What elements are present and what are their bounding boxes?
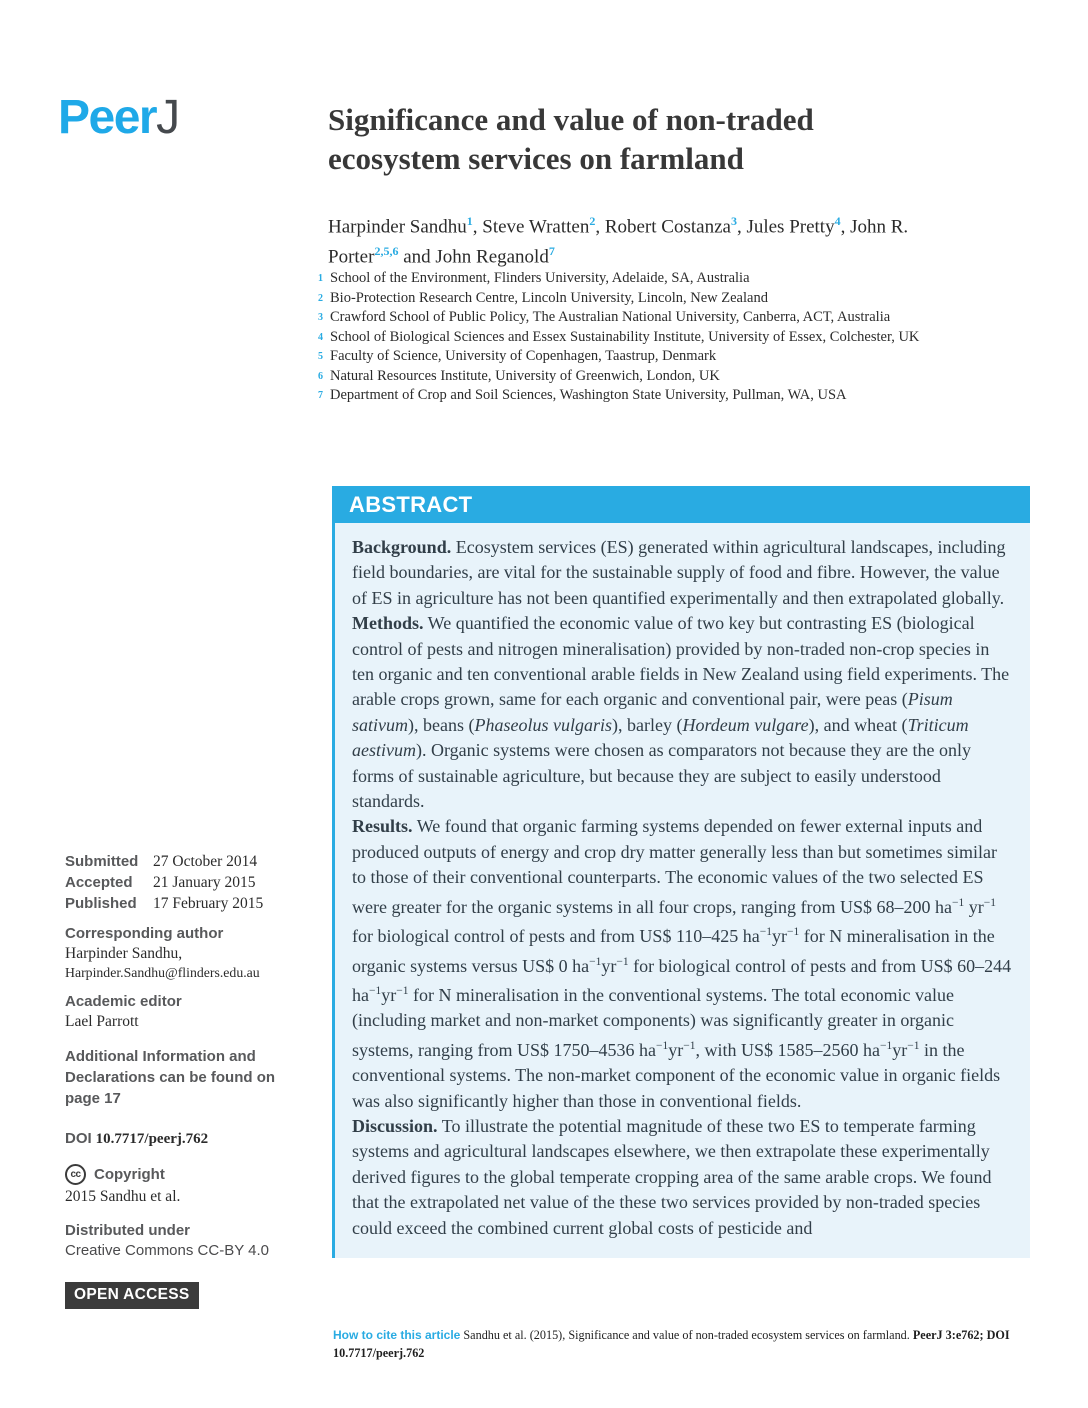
additional-info-note: Additional Information and Declarations can be found on page 17 — [65, 1048, 276, 1107]
abstract-heading: ABSTRACT — [332, 486, 1030, 523]
abstract-body — [332, 523, 1030, 1258]
affiliation-number: 4 — [318, 331, 323, 343]
license-heading: Distributed under — [65, 1222, 191, 1239]
accepted-value: 21 January 2015 — [153, 874, 256, 891]
published-label: Published — [65, 895, 137, 912]
license-block — [65, 1221, 329, 1261]
logo-j-text: J — [156, 91, 179, 144]
affiliation-item — [318, 269, 986, 289]
accepted-date-row — [65, 872, 329, 893]
affiliation-number: 5 — [318, 351, 323, 362]
license-name: Creative Commons CC-BY 4.0 — [65, 1242, 269, 1259]
article-metadata-sidebar — [65, 851, 329, 1309]
published-value: 17 February 2015 — [153, 895, 264, 912]
affiliation-list — [318, 269, 986, 406]
logo-peer-text: Peer — [58, 91, 157, 144]
affiliation-item — [318, 289, 986, 309]
citation-footer — [333, 1327, 1011, 1362]
submitted-value: 27 October 2014 — [153, 853, 258, 870]
affiliation-item — [318, 386, 986, 406]
affiliation-text: Crawford School of Public Policy, The Australian National University, Canberra, ACT, Australia — [330, 309, 891, 325]
abstract-paragraph-discussion: Discussion. To illustrate the potential magnitude of these two ES to temperate farming systems and agricultural landscapes elsewhere, we then extrapolate these experimentally derived figures to the global temperate cropping area of the same arable crops. We found that the extrapolated net value of the these two services provided by non-traded species could exceed the combined current global costs of pesticide and — [352, 1115, 992, 1238]
affiliation-text: School of Biological Sciences and Essex Sustainability Institute, University of Essex, Colchester, UK — [330, 328, 920, 345]
corresponding-author-email: Harpinder.Sandhu@flinders.edu.au — [65, 965, 260, 980]
abstract-paragraph-results: Results. We found that organic farming systems depended on fewer external inputs and produced outputs of energy and crop dry matter generally less than but sometimes similar to those of their conventional counterparts. The economic values of the two selected ES were greater for the organic systems in all four crops, ranging from US$ 68–200 $ha^{-1}$ $yr^{-1}$ for biological control of pests and from US$ 110–425 $ha^{-1}yr^{-1}$ for N mineralisation in the organic systems versus US$ 0 $ha^{-1}yr^{-1}$ for biological control of pests and from US$ 60–244 $ha^{-1}yr^{-1}$ for N mineralisation in the conventional systems. The total economic value (including market and non-market components) was significantly greater in organic systems, ranging from US$ 1750–4536 $ha^{-1}yr^{-1}$, with US$ 1585–2560 $ha^{-1}yr^{-1}$ in the conventional systems. The non-market component of the economic value in organic fields was also significantly higher than those in conventional fields. — [352, 816, 1012, 1111]
cc-icon: cc — [65, 1164, 86, 1185]
corresponding-author-name: Harpinder Sandhu, — [65, 945, 183, 962]
doi-label: DOI — [65, 1130, 92, 1147]
abstract-paragraph-methods: Methods. We quantified the economic value of two key but contrasting ES (biological control of pests and nitrogen mineralisation) provided by non-traded non-crop species in ten organic and ten conventional arable fields in New Zealand using field experiments. The arable crops grown, same for each organic and conventional pair, were peas (Pisum sativum), beans (Phaseolus vulgaris), barley (Hordeum vulgare), and wheat (Triticum aestivum). Organic systems were chosen as comparators not because they are the only forms of sustainable agriculture, but because they are subject to easily understood standards. — [352, 613, 1010, 812]
abstract-section — [332, 486, 1030, 1258]
affiliation-item — [318, 347, 986, 367]
corresponding-author-block — [65, 924, 329, 982]
doi-value: 10.7717/peerj.762 — [95, 1131, 209, 1147]
affiliation-item — [318, 328, 986, 348]
affiliation-item — [318, 367, 986, 387]
peerj-logo — [58, 91, 179, 144]
affiliation-number: 6 — [318, 370, 323, 382]
submitted-label: Submitted — [65, 853, 139, 870]
copyright-holder: 2015 Sandhu et al. — [65, 1188, 181, 1205]
submitted-date-row — [65, 851, 329, 872]
article-title: Significance and value of non-traded ecosystem services on farmland — [328, 102, 814, 176]
affiliation-text: Bio-Protection Research Centre, Lincoln University, Lincoln, New Zealand — [330, 289, 768, 306]
accepted-label: Accepted — [65, 874, 133, 891]
affiliation-number: 2 — [318, 292, 323, 304]
affiliation-item — [318, 308, 986, 328]
affiliation-text: Natural Resources Institute, University of Greenwich, London, UK — [330, 367, 720, 384]
academic-editor-block — [65, 992, 329, 1031]
citation-text: Sandhu et al. (2015), Significance and value of non-traded ecosystem services on farmland. PeerJ 3:e762; DOI 10.7717/peerj.762 — [333, 1328, 1010, 1360]
open-access-badge: OPEN ACCESS — [65, 1282, 199, 1309]
copyright-label: Copyright — [94, 1166, 165, 1183]
affiliation-number: 1 — [318, 273, 323, 284]
corresponding-author-heading: Corresponding author — [65, 925, 224, 942]
academic-editor-heading: Academic editor — [65, 993, 182, 1010]
affiliation-text: Faculty of Science, University of Copenhagen, Taastrup, Denmark — [330, 348, 717, 364]
affiliation-text: School of the Environment, Flinders University, Adelaide, SA, Australia — [330, 270, 750, 286]
copyright-line — [65, 1164, 329, 1185]
how-to-cite-label: How to cite this article — [333, 1328, 461, 1342]
affiliation-number: 7 — [318, 390, 323, 401]
academic-editor-name: Lael Parrott — [65, 1013, 139, 1030]
author-list: Harpinder Sandhu$^1$, Steve Wratten$^2$, Robert Costanza$^3$, Jules Pretty$^4$, John R. Porter$^{2,5,6}$ and John Reganold$^7$ — [328, 214, 909, 268]
doi-line — [65, 1130, 329, 1148]
published-date-row — [65, 893, 329, 914]
affiliation-text: Department of Crop and Soil Sciences, Washington State University, Pullman, WA, USA — [330, 387, 847, 403]
abstract-paragraph-background: Background. Ecosystem services (ES) generated within agricultural landscapes, including field boundaries, are vital for the sustainable supply of food and fibre. However, the value of ES in agriculture has not been quantified experimentally and then extrapolated globally. — [352, 537, 1006, 608]
affiliation-number: 3 — [318, 312, 323, 323]
